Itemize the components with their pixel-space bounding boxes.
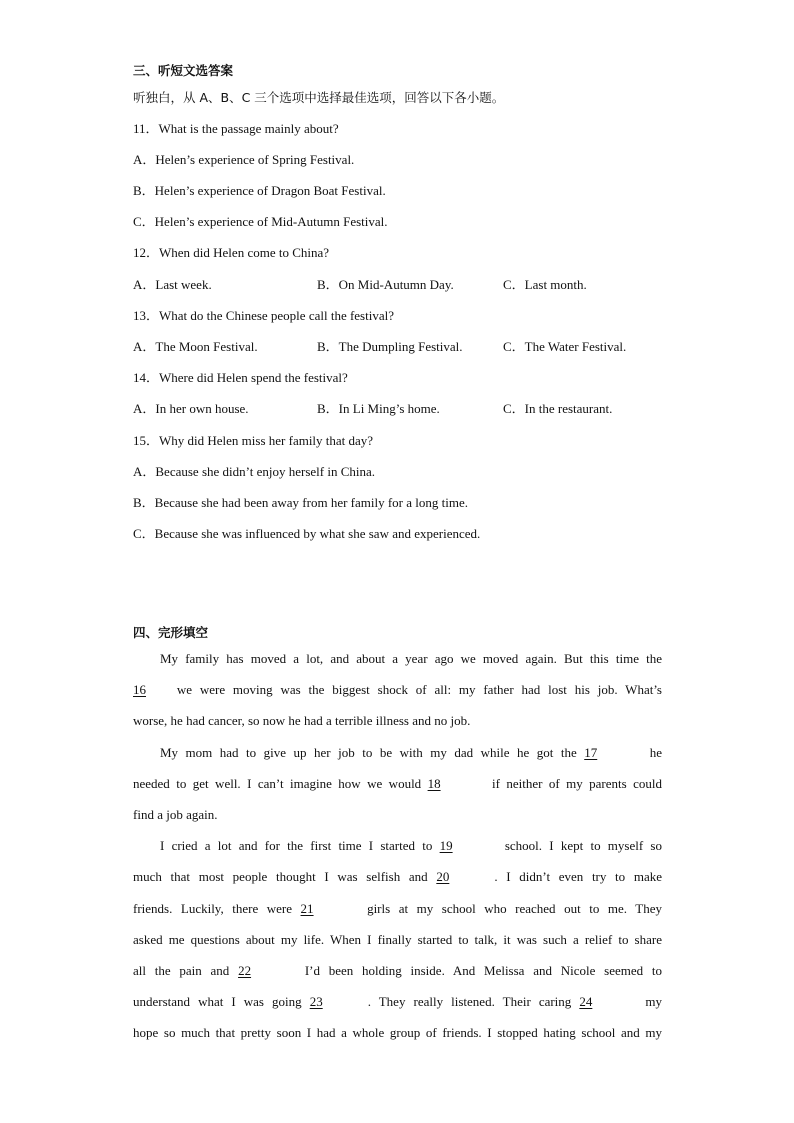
- cloze-line: [133, 713, 662, 729]
- blank-23: 23: [309, 994, 323, 1009]
- cloze-text: needed to get well. I can’t imagine how we would: [133, 776, 428, 791]
- option: B．The Dumpling Festival.: [317, 339, 463, 354]
- question-stem: 11．What is the passage mainly about?: [133, 121, 339, 136]
- cloze-line: [133, 807, 662, 823]
- blank-24: 24: [579, 994, 593, 1009]
- cloze-line: [133, 963, 662, 979]
- option: B．Helen’s experience of Dragon Boat Festival.: [133, 183, 386, 198]
- cloze-text: . I didn’t even try to make: [494, 869, 662, 884]
- option: C．Last month.: [503, 277, 587, 292]
- blank-22: 22: [238, 963, 252, 978]
- cloze-line: [133, 869, 662, 885]
- option: C．The Water Festival.: [503, 339, 627, 354]
- cloze-line: [133, 682, 662, 698]
- section-heading: 三、听短文选答案: [133, 63, 234, 78]
- cloze-line: [160, 745, 662, 761]
- blank-16: 16: [133, 682, 146, 697]
- cloze-text: friends. Luckily, there were: [133, 901, 301, 916]
- cloze-line: [133, 932, 662, 948]
- cloze-line: [133, 1025, 662, 1041]
- option: A．Helen’s experience of Spring Festival.: [133, 152, 355, 167]
- cloze-text: we were moving was the biggest shock of all: my father had lost his job. What’s: [169, 682, 662, 697]
- cloze-text: girls at my school who reached out to me. They: [358, 901, 662, 916]
- cloze-text: worse, he had cancer, so now he had a terrible illness and no job.: [133, 713, 471, 728]
- cloze-text: My family has moved a lot, and about a year ago we moved again. But this time the: [160, 651, 662, 666]
- option: A．Last week.: [133, 277, 212, 292]
- question-stem: 15．Why did Helen miss her family that day?: [133, 433, 374, 448]
- option: A．In her own house.: [133, 401, 249, 416]
- cloze-text: he: [642, 745, 663, 760]
- blank-21: 21: [300, 901, 314, 916]
- cloze-text: understand what I was going: [133, 994, 310, 1009]
- question-stem: 12．When did Helen come to China?: [133, 245, 330, 260]
- cloze-line: [133, 776, 662, 792]
- cloze-text: much that most people thought I was selfish and: [133, 869, 437, 884]
- cloze-line: [160, 838, 662, 854]
- option: B．On Mid-Autumn Day.: [317, 277, 454, 292]
- cloze-text: I cried a lot and for the first time I started to: [160, 838, 440, 853]
- cloze-line: [133, 994, 662, 1010]
- section-heading: 四、完形填空: [133, 625, 209, 640]
- question-stem: 14．Where did Helen spend the festival?: [133, 370, 348, 385]
- cloze-line: [160, 651, 662, 667]
- cloze-text: I’d been holding inside. And Melissa and Nicole seemed to: [296, 963, 662, 978]
- cloze-text: school. I kept to myself so: [497, 838, 662, 853]
- question-stem: 13．What do the Chinese people call the festival?: [133, 308, 394, 323]
- cloze-text: find a job again.: [133, 807, 218, 822]
- cloze-text: . They really listened. Their caring: [367, 994, 580, 1009]
- cloze-text: all the pain and: [133, 963, 239, 978]
- option: C．Helen’s experience of Mid-Autumn Festival.: [133, 214, 388, 229]
- section-instruction: 听独白，从 A、B、C 三个选项中选择最佳选项，回答以下各小题。: [133, 90, 505, 105]
- blank-19: 19: [439, 838, 453, 853]
- option: A．Because she didn’t enjoy herself in China.: [133, 464, 376, 479]
- blank-18: 18: [427, 776, 441, 791]
- cloze-line: [133, 901, 662, 917]
- option: C．Because she was influenced by what she saw and experienced.: [133, 526, 481, 541]
- cloze-text: My mom had to give up her job to be with my dad while he got the: [160, 745, 585, 760]
- cloze-text: asked me questions about my life. When I finally started to talk, it was such a relief to share: [133, 932, 662, 947]
- cloze-text: my: [637, 994, 662, 1009]
- option: C．In the restaurant.: [503, 401, 613, 416]
- option: A．The Moon Festival.: [133, 339, 258, 354]
- blank-20: 20: [436, 869, 450, 884]
- cloze-text: hope so much that pretty soon I had a whole group of friends. I stopped hating school and my: [133, 1025, 662, 1040]
- option: B．In Li Ming’s home.: [317, 401, 440, 416]
- option: B．Because she had been away from her family for a long time.: [133, 495, 468, 510]
- blank-17: 17: [584, 745, 598, 760]
- cloze-text: if neither of my parents could: [485, 776, 662, 791]
